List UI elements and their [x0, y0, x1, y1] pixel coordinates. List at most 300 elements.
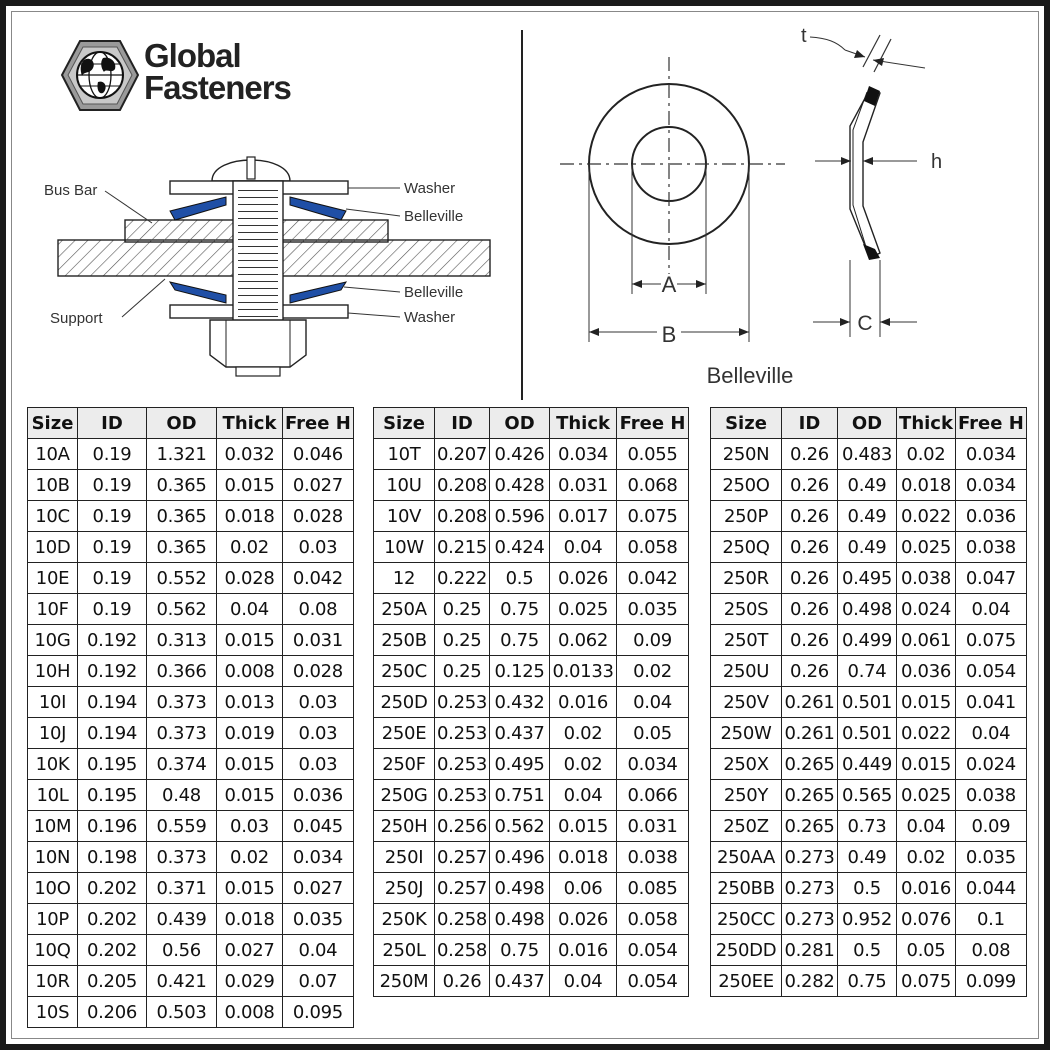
table-row — [28, 718, 354, 749]
id-cell: 0.202 — [78, 873, 147, 904]
dim-b-label: B — [661, 322, 677, 347]
top-belleville-left — [170, 197, 226, 220]
size-cell: 10U — [374, 470, 435, 501]
free-h-cell: 0.03 — [283, 532, 354, 563]
id-cell: 0.19 — [78, 439, 147, 470]
thick-cell: 0.019 — [217, 718, 283, 749]
size-cell: 250D — [374, 687, 435, 718]
id-cell: 0.194 — [78, 687, 147, 718]
table-row — [374, 439, 689, 470]
free-h-cell: 0.035 — [956, 842, 1027, 873]
spec-table-3 — [710, 407, 1027, 997]
label-belleville-bottom: Belleville — [404, 284, 464, 301]
thick-cell: 0.02 — [550, 749, 617, 780]
table-row — [374, 687, 689, 718]
thick-cell: 0.016 — [550, 935, 617, 966]
id-cell: 0.196 — [78, 811, 147, 842]
size-cell: 250EE — [711, 966, 782, 997]
thick-cell: 0.031 — [550, 470, 617, 501]
table-row — [28, 842, 354, 873]
od-cell: 0.596 — [490, 501, 550, 532]
id-cell: 0.26 — [782, 439, 838, 470]
size-cell: 10C — [28, 501, 78, 532]
table-row — [28, 532, 354, 563]
free-h-cell: 0.054 — [617, 966, 689, 997]
label-support: Support — [50, 310, 103, 327]
thick-cell: 0.076 — [897, 904, 956, 935]
thick-cell: 0.027 — [217, 935, 283, 966]
thick-cell: 0.02 — [217, 842, 283, 873]
table-row — [374, 532, 689, 563]
table-row — [374, 966, 689, 997]
column-header-size: Size — [28, 408, 78, 439]
free-h-cell: 0.044 — [956, 873, 1027, 904]
table-row — [711, 625, 1027, 656]
table-row — [711, 873, 1027, 904]
table-row — [374, 780, 689, 811]
free-h-cell: 0.027 — [283, 470, 354, 501]
thick-cell: 0.075 — [897, 966, 956, 997]
size-cell: 10L — [28, 780, 78, 811]
id-cell: 0.253 — [435, 749, 490, 780]
table-header-row — [28, 408, 354, 439]
od-cell: 0.432 — [490, 687, 550, 718]
free-h-cell: 0.1 — [956, 904, 1027, 935]
table-row — [28, 501, 354, 532]
thick-cell: 0.036 — [897, 656, 956, 687]
size-cell: 250L — [374, 935, 435, 966]
id-cell: 0.198 — [78, 842, 147, 873]
brand-line-1: Global — [144, 37, 241, 74]
size-cell: 250E — [374, 718, 435, 749]
thick-cell: 0.025 — [897, 532, 956, 563]
column-header-thick: Thick — [217, 408, 283, 439]
od-cell: 0.421 — [147, 966, 217, 997]
free-h-cell: 0.028 — [283, 656, 354, 687]
size-cell: 10T — [374, 439, 435, 470]
spec-table-2-wrap — [373, 407, 689, 997]
table-row — [711, 718, 1027, 749]
column-header-od: OD — [838, 408, 897, 439]
id-cell: 0.253 — [435, 718, 490, 749]
size-cell: 250DD — [711, 935, 782, 966]
thick-cell: 0.008 — [217, 997, 283, 1028]
thick-cell: 0.015 — [217, 625, 283, 656]
id-cell: 0.258 — [435, 904, 490, 935]
od-cell: 0.495 — [490, 749, 550, 780]
free-h-cell: 0.038 — [956, 780, 1027, 811]
free-h-cell: 0.05 — [617, 718, 689, 749]
free-h-cell: 0.09 — [617, 625, 689, 656]
thick-cell: 0.015 — [897, 687, 956, 718]
id-cell: 0.19 — [78, 501, 147, 532]
thick-cell: 0.018 — [217, 904, 283, 935]
table-row — [711, 501, 1027, 532]
size-cell: 10J — [28, 718, 78, 749]
od-cell: 0.439 — [147, 904, 217, 935]
thick-cell: 0.02 — [550, 718, 617, 749]
thick-cell: 0.015 — [550, 811, 617, 842]
column-header-free-h: Free H — [283, 408, 354, 439]
table-row — [28, 563, 354, 594]
id-cell: 0.25 — [435, 656, 490, 687]
hex-nut — [210, 320, 306, 367]
belleville-dimension-diagram — [545, 12, 1025, 402]
column-header-size: Size — [374, 408, 435, 439]
free-h-cell: 0.042 — [283, 563, 354, 594]
size-cell: 10R — [28, 966, 78, 997]
free-h-cell: 0.046 — [283, 439, 354, 470]
table-row — [711, 811, 1027, 842]
od-cell: 0.48 — [147, 780, 217, 811]
free-h-cell: 0.041 — [956, 687, 1027, 718]
table-row — [711, 563, 1027, 594]
brand-logo — [60, 38, 340, 113]
thick-cell: 0.04 — [897, 811, 956, 842]
id-cell: 0.265 — [782, 749, 838, 780]
id-cell: 0.202 — [78, 904, 147, 935]
size-cell: 250Y — [711, 780, 782, 811]
free-h-cell: 0.03 — [283, 749, 354, 780]
free-h-cell: 0.085 — [617, 873, 689, 904]
size-cell: 250U — [711, 656, 782, 687]
size-cell: 10B — [28, 470, 78, 501]
od-cell: 0.5 — [490, 563, 550, 594]
size-cell: 250Z — [711, 811, 782, 842]
od-cell: 0.496 — [490, 842, 550, 873]
id-cell: 0.25 — [435, 625, 490, 656]
size-cell: 10D — [28, 532, 78, 563]
od-cell: 0.5 — [838, 873, 897, 904]
free-h-cell: 0.075 — [956, 625, 1027, 656]
assembly-diagram — [30, 145, 500, 390]
free-h-cell: 0.034 — [283, 842, 354, 873]
table-header-row — [711, 408, 1027, 439]
table-row — [711, 842, 1027, 873]
id-cell: 0.194 — [78, 718, 147, 749]
od-cell: 0.313 — [147, 625, 217, 656]
thick-cell: 0.034 — [550, 439, 617, 470]
size-cell: 10P — [28, 904, 78, 935]
column-header-id: ID — [435, 408, 490, 439]
table-row — [711, 656, 1027, 687]
globe-hex-icon — [60, 38, 140, 113]
od-cell: 0.501 — [838, 718, 897, 749]
spec-table-3-wrap — [710, 407, 1027, 997]
belleville-caption: Belleville — [706, 363, 794, 388]
od-cell: 0.495 — [838, 563, 897, 594]
od-cell: 0.373 — [147, 842, 217, 873]
table-row — [28, 594, 354, 625]
label-washer-bottom: Washer — [404, 309, 456, 326]
od-cell: 0.365 — [147, 532, 217, 563]
dim-c-label: C — [857, 312, 873, 335]
size-cell: 250S — [711, 594, 782, 625]
thick-cell: 0.015 — [897, 749, 956, 780]
od-cell: 0.373 — [147, 687, 217, 718]
free-h-cell: 0.027 — [283, 873, 354, 904]
table-row — [28, 625, 354, 656]
od-cell: 0.75 — [490, 594, 550, 625]
free-h-cell: 0.035 — [617, 594, 689, 625]
id-cell: 0.207 — [435, 439, 490, 470]
free-h-cell: 0.02 — [617, 656, 689, 687]
od-cell: 0.49 — [838, 532, 897, 563]
size-cell: 250H — [374, 811, 435, 842]
od-cell: 0.424 — [490, 532, 550, 563]
size-cell: 250N — [711, 439, 782, 470]
od-cell: 0.75 — [838, 966, 897, 997]
od-cell: 0.56 — [147, 935, 217, 966]
od-cell: 0.374 — [147, 749, 217, 780]
free-h-cell: 0.075 — [617, 501, 689, 532]
thick-cell: 0.018 — [550, 842, 617, 873]
size-cell: 250W — [711, 718, 782, 749]
free-h-cell: 0.04 — [956, 718, 1027, 749]
id-cell: 0.26 — [782, 594, 838, 625]
id-cell: 0.195 — [78, 780, 147, 811]
id-cell: 0.19 — [78, 563, 147, 594]
id-cell: 0.273 — [782, 842, 838, 873]
free-h-cell: 0.024 — [956, 749, 1027, 780]
free-h-cell: 0.042 — [617, 563, 689, 594]
free-h-cell: 0.034 — [956, 439, 1027, 470]
column-header-free-h: Free H — [956, 408, 1027, 439]
od-cell: 0.501 — [838, 687, 897, 718]
od-cell: 0.371 — [147, 873, 217, 904]
brand-line-2: Fasteners — [144, 69, 291, 106]
size-cell: 10K — [28, 749, 78, 780]
id-cell: 0.208 — [435, 470, 490, 501]
thick-cell: 0.017 — [550, 501, 617, 532]
thick-cell: 0.032 — [217, 439, 283, 470]
thick-cell: 0.06 — [550, 873, 617, 904]
free-h-cell: 0.09 — [956, 811, 1027, 842]
od-cell: 0.5 — [838, 935, 897, 966]
thick-cell: 0.04 — [550, 532, 617, 563]
size-cell: 10Q — [28, 935, 78, 966]
id-cell: 0.19 — [78, 594, 147, 625]
column-header-id: ID — [78, 408, 147, 439]
id-cell: 0.215 — [435, 532, 490, 563]
table-row — [28, 904, 354, 935]
od-cell: 0.125 — [490, 656, 550, 687]
table-row — [374, 749, 689, 780]
table-row — [711, 439, 1027, 470]
od-cell: 0.49 — [838, 501, 897, 532]
free-h-cell: 0.04 — [617, 687, 689, 718]
table-row — [374, 873, 689, 904]
table-row — [28, 997, 354, 1028]
size-cell: 10F — [28, 594, 78, 625]
od-cell: 0.449 — [838, 749, 897, 780]
id-cell: 0.253 — [435, 780, 490, 811]
id-cell: 0.26 — [782, 625, 838, 656]
od-cell: 0.365 — [147, 470, 217, 501]
free-h-cell: 0.099 — [956, 966, 1027, 997]
od-cell: 0.499 — [838, 625, 897, 656]
id-cell: 0.192 — [78, 625, 147, 656]
table-row — [374, 625, 689, 656]
free-h-cell: 0.058 — [617, 904, 689, 935]
size-cell: 250P — [711, 501, 782, 532]
od-cell: 0.437 — [490, 718, 550, 749]
table-row — [711, 749, 1027, 780]
spec-table-1 — [27, 407, 354, 1028]
size-cell: 10I — [28, 687, 78, 718]
size-cell: 250V — [711, 687, 782, 718]
size-cell: 10V — [374, 501, 435, 532]
od-cell: 0.366 — [147, 656, 217, 687]
od-cell: 0.498 — [490, 873, 550, 904]
size-cell: 250A — [374, 594, 435, 625]
size-cell: 250J — [374, 873, 435, 904]
size-cell: 10S — [28, 997, 78, 1028]
id-cell: 0.253 — [435, 687, 490, 718]
free-h-cell: 0.047 — [956, 563, 1027, 594]
size-cell: 10G — [28, 625, 78, 656]
size-cell: 10O — [28, 873, 78, 904]
free-h-cell: 0.038 — [956, 532, 1027, 563]
thick-cell: 0.015 — [217, 749, 283, 780]
table-row — [711, 966, 1027, 997]
id-cell: 0.257 — [435, 873, 490, 904]
size-cell: 250X — [711, 749, 782, 780]
size-cell: 12 — [374, 563, 435, 594]
free-h-cell: 0.07 — [283, 966, 354, 997]
column-header-free-h: Free H — [617, 408, 689, 439]
id-cell: 0.258 — [435, 935, 490, 966]
free-h-cell: 0.035 — [283, 904, 354, 935]
free-h-cell: 0.04 — [956, 594, 1027, 625]
free-h-cell: 0.03 — [283, 718, 354, 749]
thick-cell: 0.028 — [217, 563, 283, 594]
table-row — [28, 749, 354, 780]
table-row — [711, 904, 1027, 935]
id-cell: 0.261 — [782, 687, 838, 718]
size-cell: 250M — [374, 966, 435, 997]
size-cell: 250C — [374, 656, 435, 687]
label-bus-bar: Bus Bar — [44, 182, 98, 199]
id-cell: 0.205 — [78, 966, 147, 997]
id-cell: 0.26 — [435, 966, 490, 997]
table-row — [711, 687, 1027, 718]
size-cell: 10W — [374, 532, 435, 563]
id-cell: 0.19 — [78, 532, 147, 563]
od-cell: 0.483 — [838, 439, 897, 470]
id-cell: 0.202 — [78, 935, 147, 966]
table-row — [374, 842, 689, 873]
thick-cell: 0.029 — [217, 966, 283, 997]
size-cell: 250R — [711, 563, 782, 594]
free-h-cell: 0.03 — [283, 687, 354, 718]
table-row — [711, 780, 1027, 811]
id-cell: 0.222 — [435, 563, 490, 594]
thick-cell: 0.03 — [217, 811, 283, 842]
free-h-cell: 0.054 — [956, 656, 1027, 687]
table-row — [28, 811, 354, 842]
id-cell: 0.256 — [435, 811, 490, 842]
dim-t-label: t — [801, 25, 807, 47]
free-h-cell: 0.04 — [283, 935, 354, 966]
id-cell: 0.273 — [782, 873, 838, 904]
spec-table-1-wrap — [27, 407, 354, 1028]
thick-cell: 0.05 — [897, 935, 956, 966]
id-cell: 0.195 — [78, 749, 147, 780]
dim-h-label: h — [931, 151, 943, 173]
free-h-cell: 0.055 — [617, 439, 689, 470]
table-header-row — [374, 408, 689, 439]
free-h-cell: 0.045 — [283, 811, 354, 842]
od-cell: 0.552 — [147, 563, 217, 594]
free-h-cell: 0.054 — [617, 935, 689, 966]
label-washer-top: Washer — [404, 180, 456, 197]
od-cell: 0.365 — [147, 501, 217, 532]
od-cell: 0.559 — [147, 811, 217, 842]
thick-cell: 0.04 — [550, 966, 617, 997]
id-cell: 0.26 — [782, 532, 838, 563]
size-cell: 10E — [28, 563, 78, 594]
od-cell: 0.74 — [838, 656, 897, 687]
od-cell: 0.373 — [147, 718, 217, 749]
od-cell: 0.952 — [838, 904, 897, 935]
size-cell: 250F — [374, 749, 435, 780]
table-row — [374, 811, 689, 842]
dim-a-label: A — [661, 272, 677, 297]
spec-table-2 — [373, 407, 689, 997]
free-h-cell: 0.08 — [283, 594, 354, 625]
free-h-cell: 0.031 — [283, 625, 354, 656]
size-cell: 250B — [374, 625, 435, 656]
thick-cell: 0.018 — [217, 501, 283, 532]
od-cell: 0.426 — [490, 439, 550, 470]
od-cell: 0.503 — [147, 997, 217, 1028]
od-cell: 1.321 — [147, 439, 217, 470]
table-row — [28, 470, 354, 501]
od-cell: 0.498 — [490, 904, 550, 935]
free-h-cell: 0.066 — [617, 780, 689, 811]
free-h-cell: 0.08 — [956, 935, 1027, 966]
od-cell: 0.75 — [490, 935, 550, 966]
size-cell: 10M — [28, 811, 78, 842]
id-cell: 0.25 — [435, 594, 490, 625]
size-cell: 10N — [28, 842, 78, 873]
table-row — [374, 563, 689, 594]
section-divider — [521, 30, 523, 400]
table-row — [28, 935, 354, 966]
id-cell: 0.206 — [78, 997, 147, 1028]
size-cell: 10A — [28, 439, 78, 470]
thick-cell: 0.026 — [550, 563, 617, 594]
od-cell: 0.562 — [147, 594, 217, 625]
table-row — [374, 594, 689, 625]
label-belleville-top: Belleville — [404, 208, 464, 225]
bottom-belleville-left — [170, 282, 226, 303]
thick-cell: 0.0133 — [550, 656, 617, 687]
column-header-size: Size — [711, 408, 782, 439]
size-cell: 250T — [711, 625, 782, 656]
thick-cell: 0.016 — [550, 687, 617, 718]
free-h-cell: 0.068 — [617, 470, 689, 501]
thick-cell: 0.026 — [550, 904, 617, 935]
table-row — [28, 780, 354, 811]
free-h-cell: 0.028 — [283, 501, 354, 532]
id-cell: 0.26 — [782, 501, 838, 532]
size-cell: 250CC — [711, 904, 782, 935]
thick-cell: 0.02 — [217, 532, 283, 563]
id-cell: 0.261 — [782, 718, 838, 749]
thick-cell: 0.015 — [217, 470, 283, 501]
